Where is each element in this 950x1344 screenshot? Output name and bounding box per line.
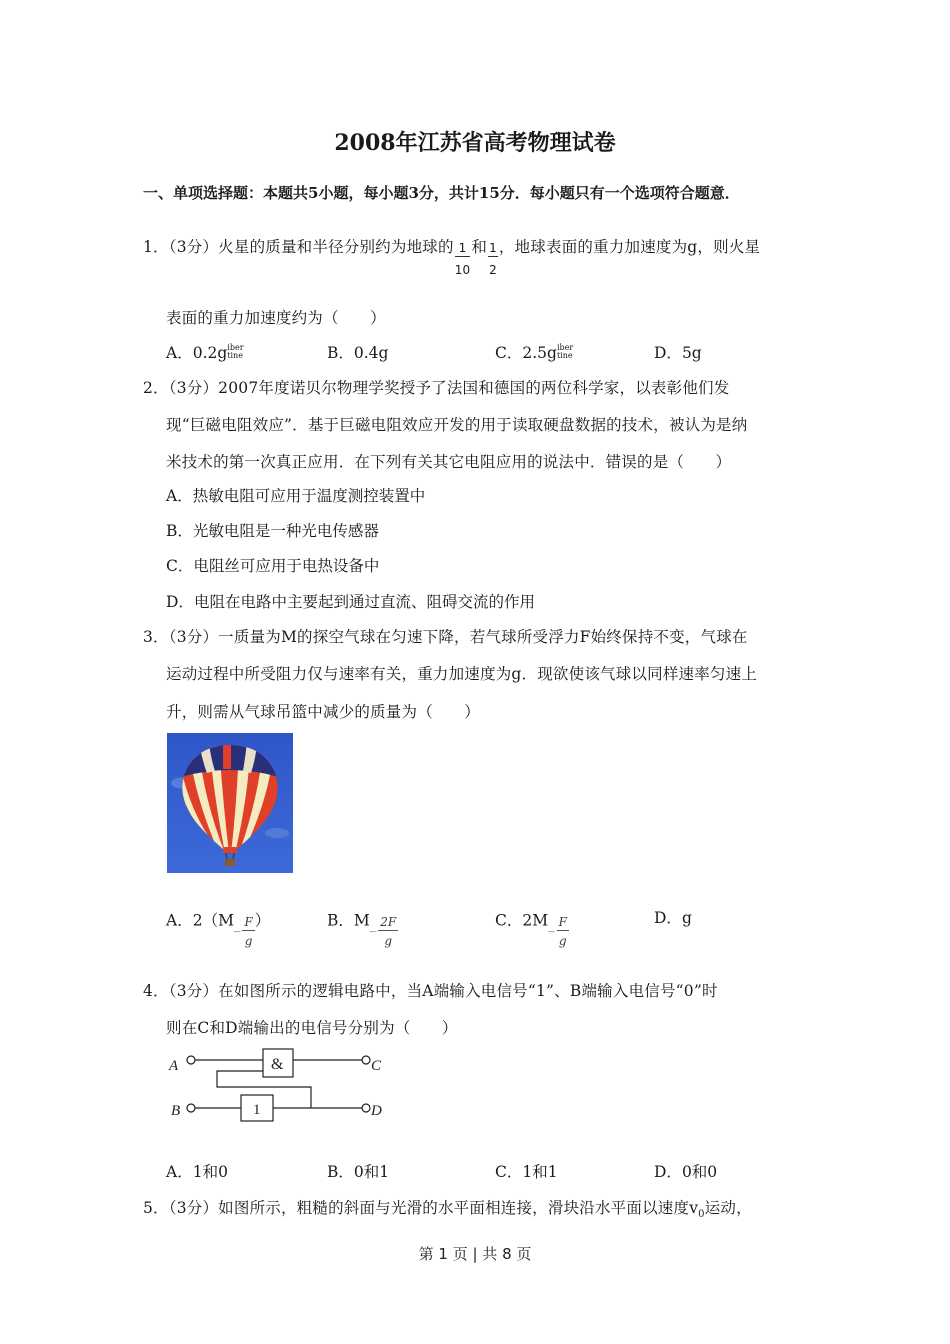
question-3-line-1: 3．（3分）一质量为M的探空气球在匀速下降，若气球所受浮力F始终保持不变，气球在: [143, 628, 748, 646]
q4-option-b[interactable]: B．0和1: [327, 1163, 390, 1181]
q3-option-b[interactable]: B．M_ $\frac{2F}{g}$: [327, 911, 397, 948]
fraction-2f-over-g: $\frac{2F}{g}$: [380, 915, 397, 948]
page-title: 2008年江苏省高考物理试卷: [334, 130, 616, 156]
q2-option-b[interactable]: B．光敏电阻是一种光电传感器: [166, 522, 379, 540]
q2-option-d[interactable]: D．电阻在电路中主要起到通过直流、阻碍交流的作用: [166, 593, 535, 611]
render-artifact: iber tine: [556, 343, 574, 360]
question-2-line-3: 米技术的第一次真正应用．在下列有关其它电阻应用的说法中．错误的是（ ）: [166, 453, 732, 471]
question-1-line-2: 表面的重力加速度约为（ ）: [166, 309, 386, 327]
q4-option-a[interactable]: A．1和0: [166, 1163, 228, 1181]
question-4-line-1: 4．（3分）在如图所示的逻辑电路中，当A端输入电信号“1”、B端输入电信号“0”时: [143, 982, 718, 1000]
question-4-line-2: 则在C和D端输出的电信号分别为（ ）: [166, 1019, 458, 1037]
q1-option-c[interactable]: C．2.5g iber tine: [495, 343, 574, 362]
q4-option-c[interactable]: C．1和1: [495, 1163, 558, 1181]
input-b-label: B: [171, 1103, 181, 1119]
q2-option-c[interactable]: C．电阻丝可应用于电热设备中: [166, 557, 380, 575]
q3-option-d[interactable]: D．g: [654, 909, 692, 927]
output-c-label: C: [371, 1058, 382, 1074]
q1-option-d[interactable]: D．5g: [654, 344, 702, 362]
fraction-f-over-g: $\frac{F}{g}$: [244, 915, 253, 948]
hot-air-balloon-image: [167, 733, 293, 873]
question-1-line-1: 1．（3分）火星的质量和半径分别约为地球的 $\frac{1}{10}$ 和 $\frac{1}{2}$ ，地球表面的重力加速度为g，则火星: [143, 238, 761, 277]
output-d-label: D: [371, 1103, 382, 1119]
svg-text:&: &: [271, 1056, 284, 1073]
fraction-f-over-g: $\frac{F}{g}$: [558, 915, 567, 948]
fraction-1-2: $\frac{1}{2}$: [489, 241, 497, 277]
question-3-line-2: 运动过程中所受阻力仅与速率有关，重力加速度为g．现欲使该气球以同样速率匀速上: [166, 665, 758, 683]
question-3-line-3: 升，则需从气球吊篮中减少的质量为（ ）: [166, 703, 481, 721]
q1-option-a[interactable]: A．0.2g iber tine: [166, 343, 244, 362]
q4-option-d[interactable]: D．0和0: [654, 1163, 718, 1181]
question-number: 1．: [143, 238, 169, 256]
logic-circuit-diagram: [165, 1045, 405, 1125]
page-footer: 第 1 页 | 共 8 页: [418, 1245, 532, 1263]
q2-option-a[interactable]: A．热敏电阻可应用于温度测控装置中: [166, 487, 426, 505]
section-heading: 一、单项选择题：本题共5小题，每小题3分，共计15分．每小题只有一个选项符合题意．: [143, 184, 740, 202]
render-artifact: iber tine: [227, 343, 244, 360]
question-5-line-1: 5．（3分）如图所示，粗糙的斜面与光滑的水平面相连接，滑块沿水平面以速度$v_0$运动，: [143, 1199, 752, 1221]
fraction-1-10: $\frac{1}{10}$: [454, 241, 471, 277]
q1-option-b[interactable]: B．0.4g: [327, 344, 389, 362]
q3-option-a[interactable]: A．2（M_ $\frac{F}{g}$ ）: [166, 911, 271, 948]
q3-option-c[interactable]: C．2M_ $\frac{F}{g}$: [495, 911, 567, 948]
svg-text:1: 1: [253, 1102, 261, 1118]
question-2-line-2: 现“巨磁电阻效应”．基于巨磁电阻效应开发的用于读取硬盘数据的技术，被认为是纳: [166, 416, 748, 434]
input-a-label: A: [169, 1058, 179, 1074]
question-2-line-1: 2．（3分）2007年度诺贝尔物理学奖授予了法国和德国的两位科学家，以表彰他们发: [143, 379, 730, 397]
